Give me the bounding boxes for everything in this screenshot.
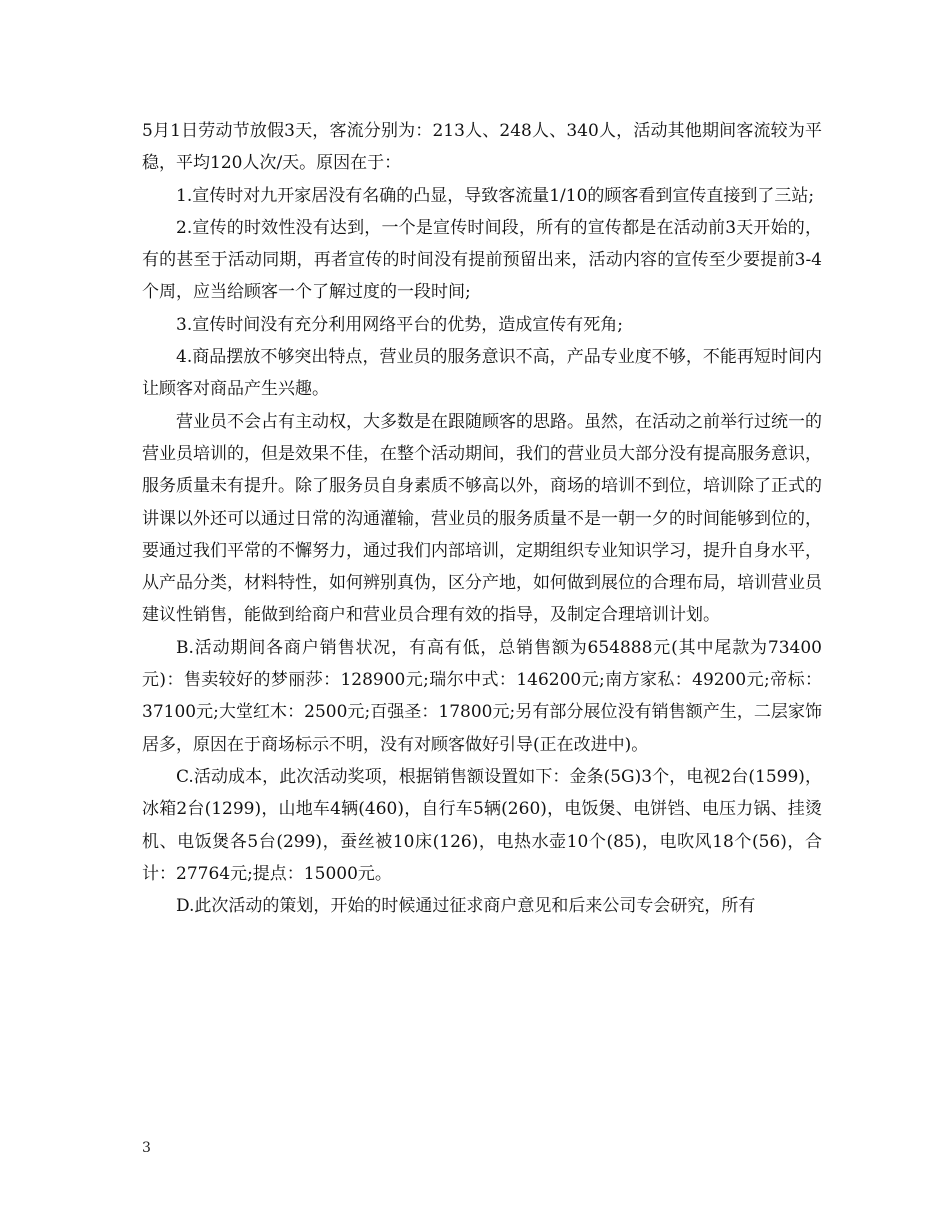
paragraph-7: B.活动期间各商户销售状况，有高有低，总销售额为654888元(其中尾款为73400元)：售卖较好的梦丽莎：128900元;瑞尔中式：146200元;南方家私：49200元;帝标：37100元;大堂红木：2500元;百强圣：17800元;另有部分展位没有销售额产生，二层家饰居多，原因在于商场标示不明，没有对顾客做好引导(正在改进中)。	[142, 637, 822, 755]
paragraph-8: C.活动成本，此次活动奖项，根据销售额设置如下：金条(5G)3个，电视2台(1599)，冰箱2台(1299)，山地车4辆(460)，自行车5辆(260)，电饭煲、电饼铛、电压力锅、挂烫机、电饭煲各5台(299)，蚕丝被10床(126)，电热水壶10个(85)，电吹风18个(56)，合计：27764元;提点：15000元。	[142, 766, 822, 884]
paragraph-6: 营业员不会占有主动权，大多数是在跟随顾客的思路。虽然，在活动之前举行过统一的营业员培训的，但是效果不佳，在整个活动期间，我们的营业员大部分没有提高服务意识，服务质量未有提升。除了服务员自身素质不够高以外，商场的培训不到位，培训除了正式的讲课以外还可以通过日常的沟通灌输，营业员的服务质量不是一朝一夕的时间能够到位的，要通过我们平常的不懈努力，通过我们内部培训，定期组织专业知识学习，提升自身水平，从产品分类，材料特性，如何辨别真伪，区分产地，如何做到展位的合理布局，培训营业员建议性销售，能做到给商户和营业员合理有效的指导，及制定合理培训计划。	[142, 411, 822, 626]
paragraph-3: 2.宣传的时效性没有达到，一个是宣传时间段，所有的宣传都是在活动前3天开始的，有的甚至于活动同期，再者宣传的时间没有提前预留出来，活动内容的宣传至少要提前3-4个周，应当给顾客一个了解过度的一段时间;	[142, 217, 822, 303]
paragraph-5: 4.商品摆放不够突出特点，营业员的服务意识不高，产品专业度不够，不能再短时间内让顾客对商品产生兴趣。	[142, 347, 822, 400]
document-body	[142, 115, 822, 922]
paragraph-4: 3.宣传时间没有充分利用网络平台的优势，造成宣传有死角;	[176, 314, 623, 335]
paragraph-2: 1.宣传时对九开家居没有名确的凸显，导致客流量1/10的顾客看到宣传直接到了三站;	[176, 185, 815, 206]
paragraph-1: 5月1日劳动节放假3天，客流分别为：213人、248人、340人，活动其他期间客流较为平稳，平均120人次/天。原因在于：	[142, 121, 822, 174]
paragraph-9: D.此次活动的策划，开始的时候通过征求商户意见和后来公司专会研究，所有	[176, 896, 756, 917]
page-number: 3	[142, 1140, 151, 1156]
